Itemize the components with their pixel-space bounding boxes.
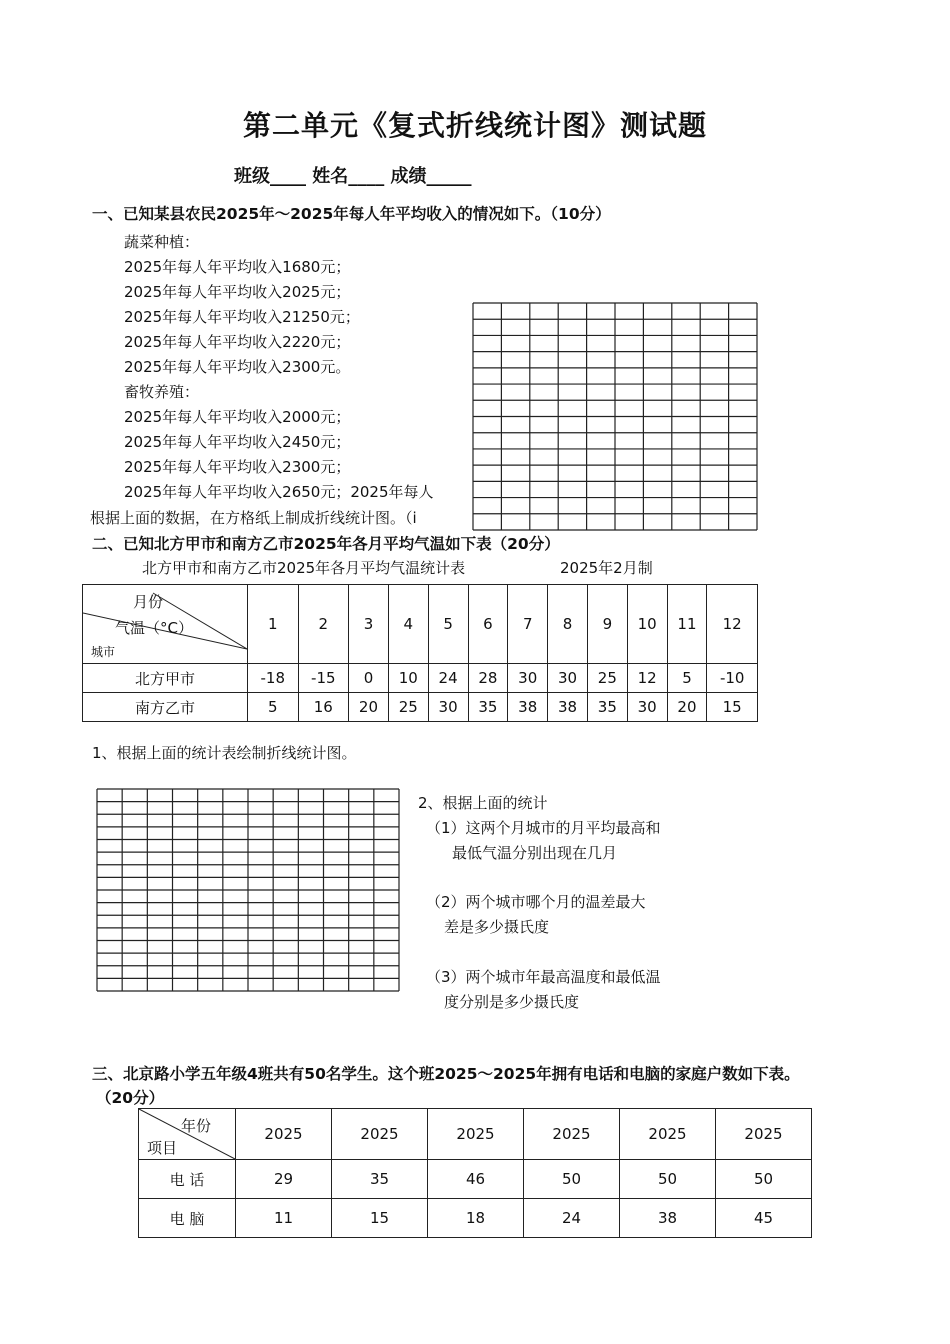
temp-cell: 15 xyxy=(707,693,758,722)
q1-line: 蔬菜种植： xyxy=(124,233,200,251)
month-header: 3 xyxy=(349,585,389,664)
year-header: 2025 xyxy=(524,1109,620,1160)
q2-sub2-2a: （2）两个城市哪个月的温差最大 xyxy=(426,893,646,911)
table-row xyxy=(139,1199,812,1238)
month-header: 8 xyxy=(548,585,588,664)
temp-cell: -18 xyxy=(248,664,299,693)
temp-cell: 35 xyxy=(468,693,508,722)
q1-line: 2025年每人年平均收入2025元； xyxy=(124,283,351,301)
household-table xyxy=(138,1108,812,1238)
month-header: 11 xyxy=(667,585,707,664)
count-cell: 50 xyxy=(620,1160,716,1199)
count-cell: 46 xyxy=(428,1160,524,1199)
graph-paper-2 xyxy=(96,788,400,992)
q1-instruction: 根据上面的数据，在方格纸上制成折线统计图。（i xyxy=(90,509,417,527)
corner-label-year: 年份 xyxy=(181,1117,212,1135)
city-name: 南方乙市 xyxy=(83,693,248,722)
count-cell: 11 xyxy=(236,1199,332,1238)
month-header: 7 xyxy=(508,585,548,664)
page-title: 第二单元《复式折线统计图》测试题 xyxy=(242,109,707,142)
count-cell: 50 xyxy=(716,1160,812,1199)
q1-heading: 一、已知某县农民2025年～2025年每人年平均收入的情况如下。（10分） xyxy=(92,205,611,223)
count-cell: 45 xyxy=(716,1199,812,1238)
count-cell: 50 xyxy=(524,1160,620,1199)
temp-cell: 30 xyxy=(508,664,548,693)
q2-sub2-1a: （1）这两个月城市的月平均最高和 xyxy=(426,819,661,837)
q1-line: 2025年每人年平均收入2000元； xyxy=(124,408,351,426)
corner-label-city: 城市 xyxy=(91,645,116,659)
temp-cell: 30 xyxy=(627,693,667,722)
temp-cell: 38 xyxy=(548,693,588,722)
q2-table-date: 2025年2月制 xyxy=(560,559,653,577)
q2-table-title: 北方甲市和南方乙市2025年各月平均气温统计表 xyxy=(142,559,466,577)
table-row xyxy=(83,664,758,693)
month-header: 10 xyxy=(627,585,667,664)
temp-cell: 20 xyxy=(667,693,707,722)
table-corner-header xyxy=(83,585,248,664)
graph-paper-1 xyxy=(472,302,758,531)
year-header: 2025 xyxy=(716,1109,812,1160)
temp-cell: 20 xyxy=(349,693,389,722)
year-header: 2025 xyxy=(620,1109,716,1160)
temp-cell: 24 xyxy=(428,664,468,693)
temp-cell: 10 xyxy=(388,664,428,693)
q2-sub2-2b: 差是多少摄氏度 xyxy=(444,918,550,936)
month-header: 2 xyxy=(298,585,349,664)
month-header: 6 xyxy=(468,585,508,664)
temp-cell: -15 xyxy=(298,664,349,693)
count-cell: 29 xyxy=(236,1160,332,1199)
count-cell: 15 xyxy=(332,1199,428,1238)
year-header: 2025 xyxy=(236,1109,332,1160)
q2-sub2-1b: 最低气温分别出现在几月 xyxy=(452,844,618,862)
q1-line: 2025年每人年平均收入2450元； xyxy=(124,433,351,451)
month-header: 1 xyxy=(248,585,299,664)
table-corner-header xyxy=(139,1109,236,1160)
month-header: 4 xyxy=(388,585,428,664)
city-name: 北方甲市 xyxy=(83,664,248,693)
month-header: 5 xyxy=(428,585,468,664)
year-header: 2025 xyxy=(332,1109,428,1160)
corner-label-temp: 气温（°C） xyxy=(115,619,193,637)
q1-line: 2025年每人年平均收入21250元； xyxy=(124,308,360,326)
count-cell: 38 xyxy=(620,1199,716,1238)
corner-label-item: 项目 xyxy=(147,1139,178,1157)
month-header: 9 xyxy=(587,585,627,664)
temp-cell: 0 xyxy=(349,664,389,693)
item-name: 电 脑 xyxy=(139,1199,236,1238)
q2-heading: 二、已知北方甲市和南方乙市2025年各月平均气温如下表（20分） xyxy=(92,535,560,553)
q1-line: 2025年每人年平均收入2650元；2025年每人 xyxy=(124,483,434,501)
temp-cell: 5 xyxy=(248,693,299,722)
q2-sub2-3b: 度分别是多少摄氏度 xyxy=(444,993,580,1011)
month-header: 12 xyxy=(707,585,758,664)
q1-line: 畜牧养殖： xyxy=(124,383,200,401)
q2-sub2: 2、根据上面的统计 xyxy=(418,794,548,812)
q2-sub2-3a: （3）两个城市年最高温度和最低温 xyxy=(426,968,661,986)
q1-line: 2025年每人年平均收入2300元； xyxy=(124,458,351,476)
count-cell: 35 xyxy=(332,1160,428,1199)
item-name: 电 话 xyxy=(139,1160,236,1199)
temp-cell: 38 xyxy=(508,693,548,722)
q1-line: 2025年每人年平均收入2220元； xyxy=(124,333,351,351)
temperature-table xyxy=(82,584,758,722)
temp-cell: 35 xyxy=(587,693,627,722)
student-info-line: 班级____ 姓名____ 成绩_____ xyxy=(234,166,472,187)
temp-cell: 12 xyxy=(627,664,667,693)
temp-cell: 16 xyxy=(298,693,349,722)
corner-label-month: 月份 xyxy=(133,593,164,611)
table-row xyxy=(139,1160,812,1199)
q3-heading: 三、北京路小学五年级4班共有50名学生。这个班2025～2025年拥有电话和电脑的家庭户数如下表。 xyxy=(92,1065,800,1083)
q2-sub1: 1、根据上面的统计表绘制折线统计图。 xyxy=(92,744,357,762)
q1-line: 2025年每人年平均收入2300元。 xyxy=(124,358,351,376)
temp-cell: 28 xyxy=(468,664,508,693)
temp-cell: 30 xyxy=(428,693,468,722)
q1-line: 2025年每人年平均收入1680元； xyxy=(124,258,351,276)
q3-score: （20分） xyxy=(96,1089,165,1107)
temp-cell: 25 xyxy=(587,664,627,693)
count-cell: 18 xyxy=(428,1199,524,1238)
temp-cell: -10 xyxy=(707,664,758,693)
count-cell: 24 xyxy=(524,1199,620,1238)
temp-cell: 5 xyxy=(667,664,707,693)
temp-cell: 25 xyxy=(388,693,428,722)
year-header: 2025 xyxy=(428,1109,524,1160)
table-row xyxy=(83,693,758,722)
temp-cell: 30 xyxy=(548,664,588,693)
